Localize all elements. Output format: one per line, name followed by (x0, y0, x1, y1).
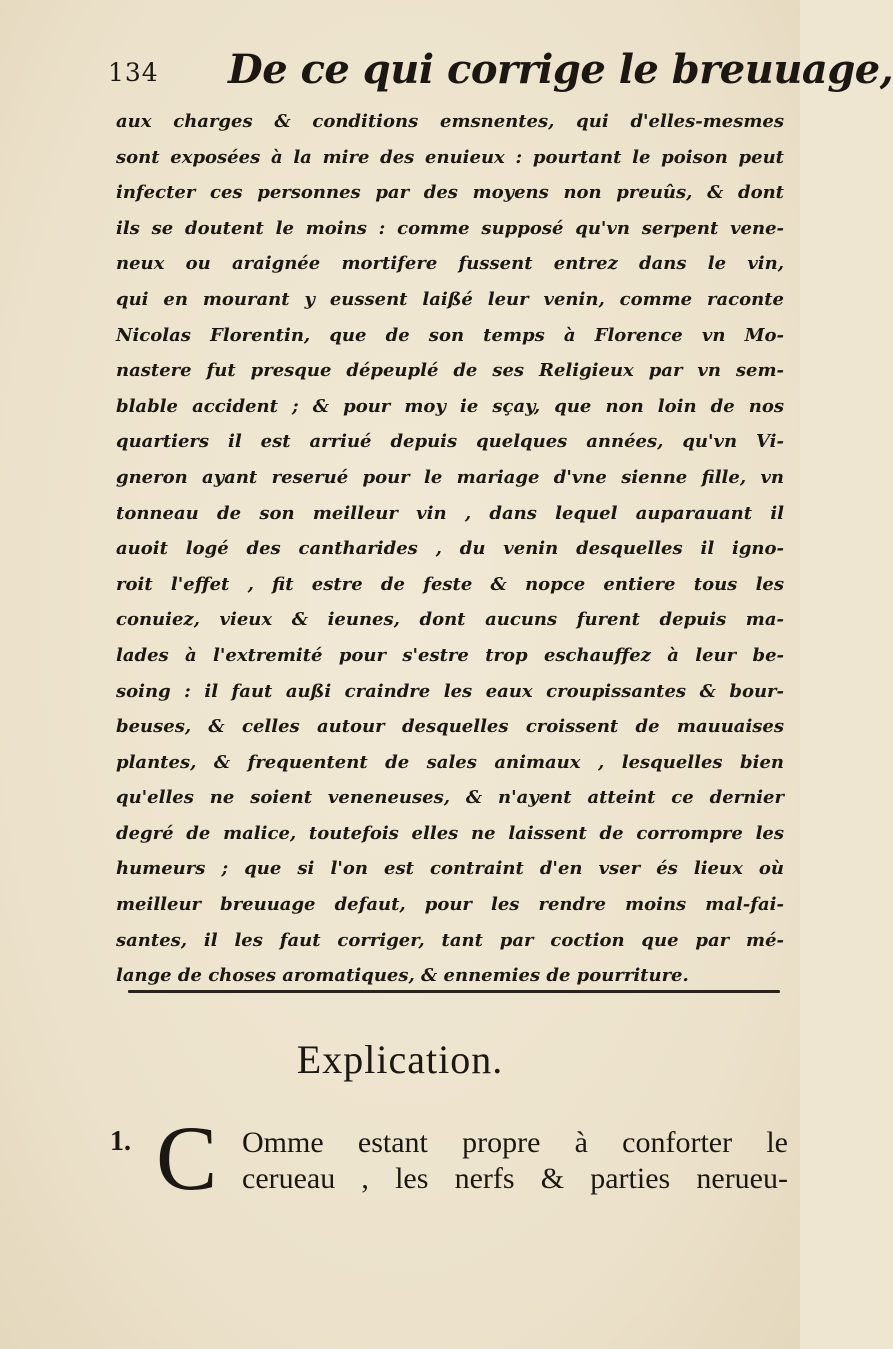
section-heading: Explication. (296, 1037, 504, 1082)
body-line: infecter ces personnes par des moyens non preuûs, & dont (116, 182, 784, 204)
body-line: meilleur breuuage defaut, pour les rendre moins mal-fai- (116, 894, 784, 916)
explication-line: cerueau , les nerfs & parties nerueu- (242, 1162, 788, 1195)
body-text (116, 104, 784, 994)
running-head (108, 42, 893, 98)
body-line: tonneau de son meilleur vin , dans lequel auparauant il (116, 502, 784, 524)
body-line: auoit logé des cantharides , du venin desquelles il igno- (116, 538, 784, 560)
body-line: santes, il les faut corriger, tant par coction que par mé- (116, 929, 784, 951)
body-line: nastere fut presque dépeuplé de ses Religieux par vn sem- (116, 360, 784, 382)
body-line: blable accident ; & pour moy ie sçay, que non loin de nos (116, 395, 784, 417)
explication-entry (110, 1107, 790, 1209)
explication-line: Omme estant propre à conforter le (242, 1126, 788, 1159)
running-title: De ce qui corrige le breuuage, (228, 46, 893, 93)
body-line: neux ou araignée mortifere fussent entrez dans le vin, (116, 253, 784, 275)
body-line: qu'elles ne soient veneneuses, & n'ayent atteint ce dernier (116, 787, 784, 809)
body-line: beuses, & celles autour desquelles croissent de mauuaises (116, 716, 784, 738)
body-line: plantes, & frequentent de sales animaux , lesquelles bien (116, 751, 784, 773)
item-number: 1. (110, 1126, 131, 1157)
body-line-last: lange de choses aromatiques, & ennemies de pourriture. (116, 965, 689, 987)
body-line: lades à l'extremité pour s'estre trop eschauffez à leur be- (116, 644, 784, 666)
body-line: degré de malice, toutefois elles ne laissent de corrompre les (116, 822, 784, 844)
body-line: qui en mourant y eussent laißé leur venin, comme raconte (116, 288, 784, 310)
body-line: roit l'effet , fit estre de feste & nopce entiere tous les (116, 573, 784, 595)
drop-capital: C (156, 1107, 218, 1209)
body-line: conuiez, vieux & ieunes, dont aucuns furent depuis ma- (116, 609, 784, 631)
body-line: sont exposées à la mire des enuieux : pourtant le poison peut (116, 146, 784, 168)
body-line: gneron ayant reserué pour le mariage d'vne sienne fille, vn (116, 466, 784, 488)
section-divider (128, 990, 780, 993)
body-line: aux charges & conditions emsnentes, qui d'elles-mesmes (116, 111, 784, 132)
body-line: quartiers il est arriué depuis quelques années, qu'vn Vi- (116, 431, 784, 453)
body-line: humeurs ; que si l'on est contraint d'en vser és lieux où (116, 858, 784, 880)
page-number: 134 (108, 58, 159, 87)
body-line: Nicolas Florentin, que de son temps à Florence vn Mo- (116, 324, 784, 346)
body-line: soing : il faut außi craindre les eaux croupissantes & bour- (116, 680, 784, 702)
body-line: ils se doutent le moins : comme supposé qu'vn serpent vene- (116, 217, 784, 239)
